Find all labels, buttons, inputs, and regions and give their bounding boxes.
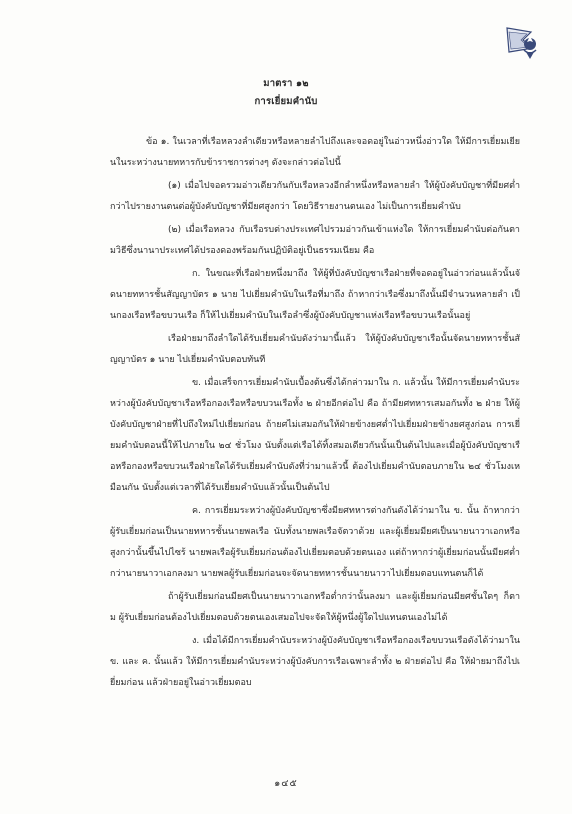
paragraph-5: เรือฝ่ายมาถึงลำใดได้รับเยี่ยมคำนับดังว่ามานี้แล้ว ให้ผู้บังคับบัญชาเรือนั้นจัดนายทหารชั้นสัญญาบัตร ๑ นาย ไปเยี่ยมคำนับตอบทันที	[110, 334, 520, 365]
paragraph-1: ข้อ ๑. ในเวลาที่เรือหลวงลำเดียวหรือหลายลำไปถึงและจอดอยู่ในอ่าวหนึ่งอ่าวใด ให้มีการเยี่ยมเยียนในระหว่างนายทหารกับข้าราชการต่างๆ ดังจะกล่าวต่อไปนี้	[110, 137, 520, 168]
paragraph-7: ค. การเยี่ยมระหว่างผู้บังคับบัญชาซึ่งมียศทหารต่างกันดังได้ว่ามาใน ข. นั้น ถ้าหากว่าผู้รับเยี่ยมก่อนเป็นนายทหารชั้นนายพลเรือ นับทั้งนายพลเรือจัตวาด้วย และผู้เยี่ยมมียศเป็นนายนาวาเอกหรือสูงกว่านั้นขึ้นไปไซร้ นายพลเรือผู้รับเยี่ยมก่อนต้องไปเยี่ยมตอบด้วยตนเอง แต่ถ้าหากว่าผู้เยี่ยมก่อนนั้นมียศต่ำกว่านายนาวาเอกลงมา นายพลผู้รับเยี่ยมก่อนจะจัดนายทหารชั้นนายนาวาไปเยี่ยมตอบแทนตนก็ได้	[110, 506, 520, 579]
paragraph-2: (๑) เมื่อไปจอดรวมอ่าวเดียวกันกับเรือหลวงอีกลำหนึ่งหรือหลายลำ ให้ผู้บังคับบัญชาที่มียศต่ำกว่าไปรายงานตนต่อผู้บังคับบัญชาที่มียศสูงกว่า โดยวิธีรายงานตนเอง ไม่เป็นการเยี่ยมคำนับ	[110, 181, 520, 212]
paragraph-9: ง. เมื่อได้มีการเยี่ยมคำนับระหว่างผู้บังคับบัญชาเรือหรือกองเรือขบวนเรือดังได้ว่ามาใน ข. และ ค. นั้นแล้ว ให้มีการเยี่ยมคำนับระหว่างผู้บังคับการเรือเฉพาะลำทั้ง ๒ ฝ่ายต่อไป คือ ให้ฝ่ายมาถึงไปเยี่ยมก่อน แล้วฝ่ายอยู่ในอ่าวเยี่ยมตอบ	[110, 636, 520, 688]
navy-emblem-icon	[503, 22, 543, 62]
page-number: ๑๔๕	[274, 778, 298, 789]
paragraph-8: ถ้าผู้รับเยี่ยมก่อนมียศเป็นนายนาวาเอกหรือต่ำกว่านั้นลงมา และผู้เยี่ยมก่อนมียศชั้นใดๆ ก็ตาม ผู้รับเยี่ยมก่อนต้องไปเยี่ยมตอบด้วยตนเองเสมอไปจะจัดให้ผู้หนึ่งผู้ใดไปแทนตนเองไม่ได้	[110, 592, 520, 623]
section-number: มาตรา ๑๒	[263, 78, 309, 89]
section-title: การเยี่ยมคำนับ	[254, 96, 318, 107]
document-body	[110, 132, 520, 694]
paragraph-6: ข. เมื่อเสร็จการเยี่ยมคำนับเบื้องต้นซึ่งได้กล่าวมาใน ก. แล้วนั้น ให้มีการเยี่ยมคำนับระหว่างผู้บังคับบัญชาเรือหรือกองเรือหรือขบวนเรือทั้ง ๒ ฝ่ายอีกต่อไป คือ ถ้ามียศทหารเสมอกันทั้ง ๒ ฝ่าย ให้ผู้บังคับบัญชาฝ่ายที่ไปถึงใหม่ไปเยี่ยมก่อน ถ้ายศไม่เสมอกันให้ฝ่ายข้างยศต่ำไปเยี่ยมฝ่ายข้างยศสูงก่อน การเยี่ยมคำนับตอนนี้ให้ไปภายใน ๒๔ ชั่วโมง นับตั้งแต่เรือได้ทิ้งสมอเดียวกันนั้นเป็นต้นไปและเมื่อผู้บังคับบัญชาเรือหรือกองหรือขบวนเรือฝ่ายใดได้รับเยี่ยมคำนับดังที่ว่ามาแล้วนี้ ต้องไปเยี่ยมคำนับตอบภายใน ๒๔ ชั่วโมงเหมือนกัน นับตั้งแต่เวลาที่ได้รับเยี่ยมคำนับแล้วนั้นเป็นต้นไป	[110, 378, 520, 493]
paragraph-3: (๒) เมื่อเรือหลวง กับเรือรบต่างประเทศไปรวมอ่าวกันเข้าแห่งใด ให้การเยี่ยมคำนับต่อกันตามวิธีซึ่งนานาประเทศได้ปรองดองพร้อมกันปฏิบัติอยู่เป็นธรรมเนียม คือ	[110, 225, 520, 256]
paragraph-4: ก. ในขณะที่เรือฝ่ายหนึ่งมาถึง ให้ผู้ที่บังคับบัญชาเรือฝ่ายที่จอดอยู่ในอ่าวก่อนแล้วนั้นจัดนายทหารชั้นสัญญาบัตร ๑ นาย ไปเยี่ยมคำนับในเรือที่มาถึง ถ้าหากว่าเรือซึ่งมาถึงนั้นมีจำนวนหลายลำ เป็นกองเรือหรือขบวนเรือ ก็ให้ไปเยี่ยมคำนับในเรือลำซึ่งผู้บังคับบัญชาแห่งเรือหรือขบวนเรือนั้นอยู่	[110, 269, 520, 321]
